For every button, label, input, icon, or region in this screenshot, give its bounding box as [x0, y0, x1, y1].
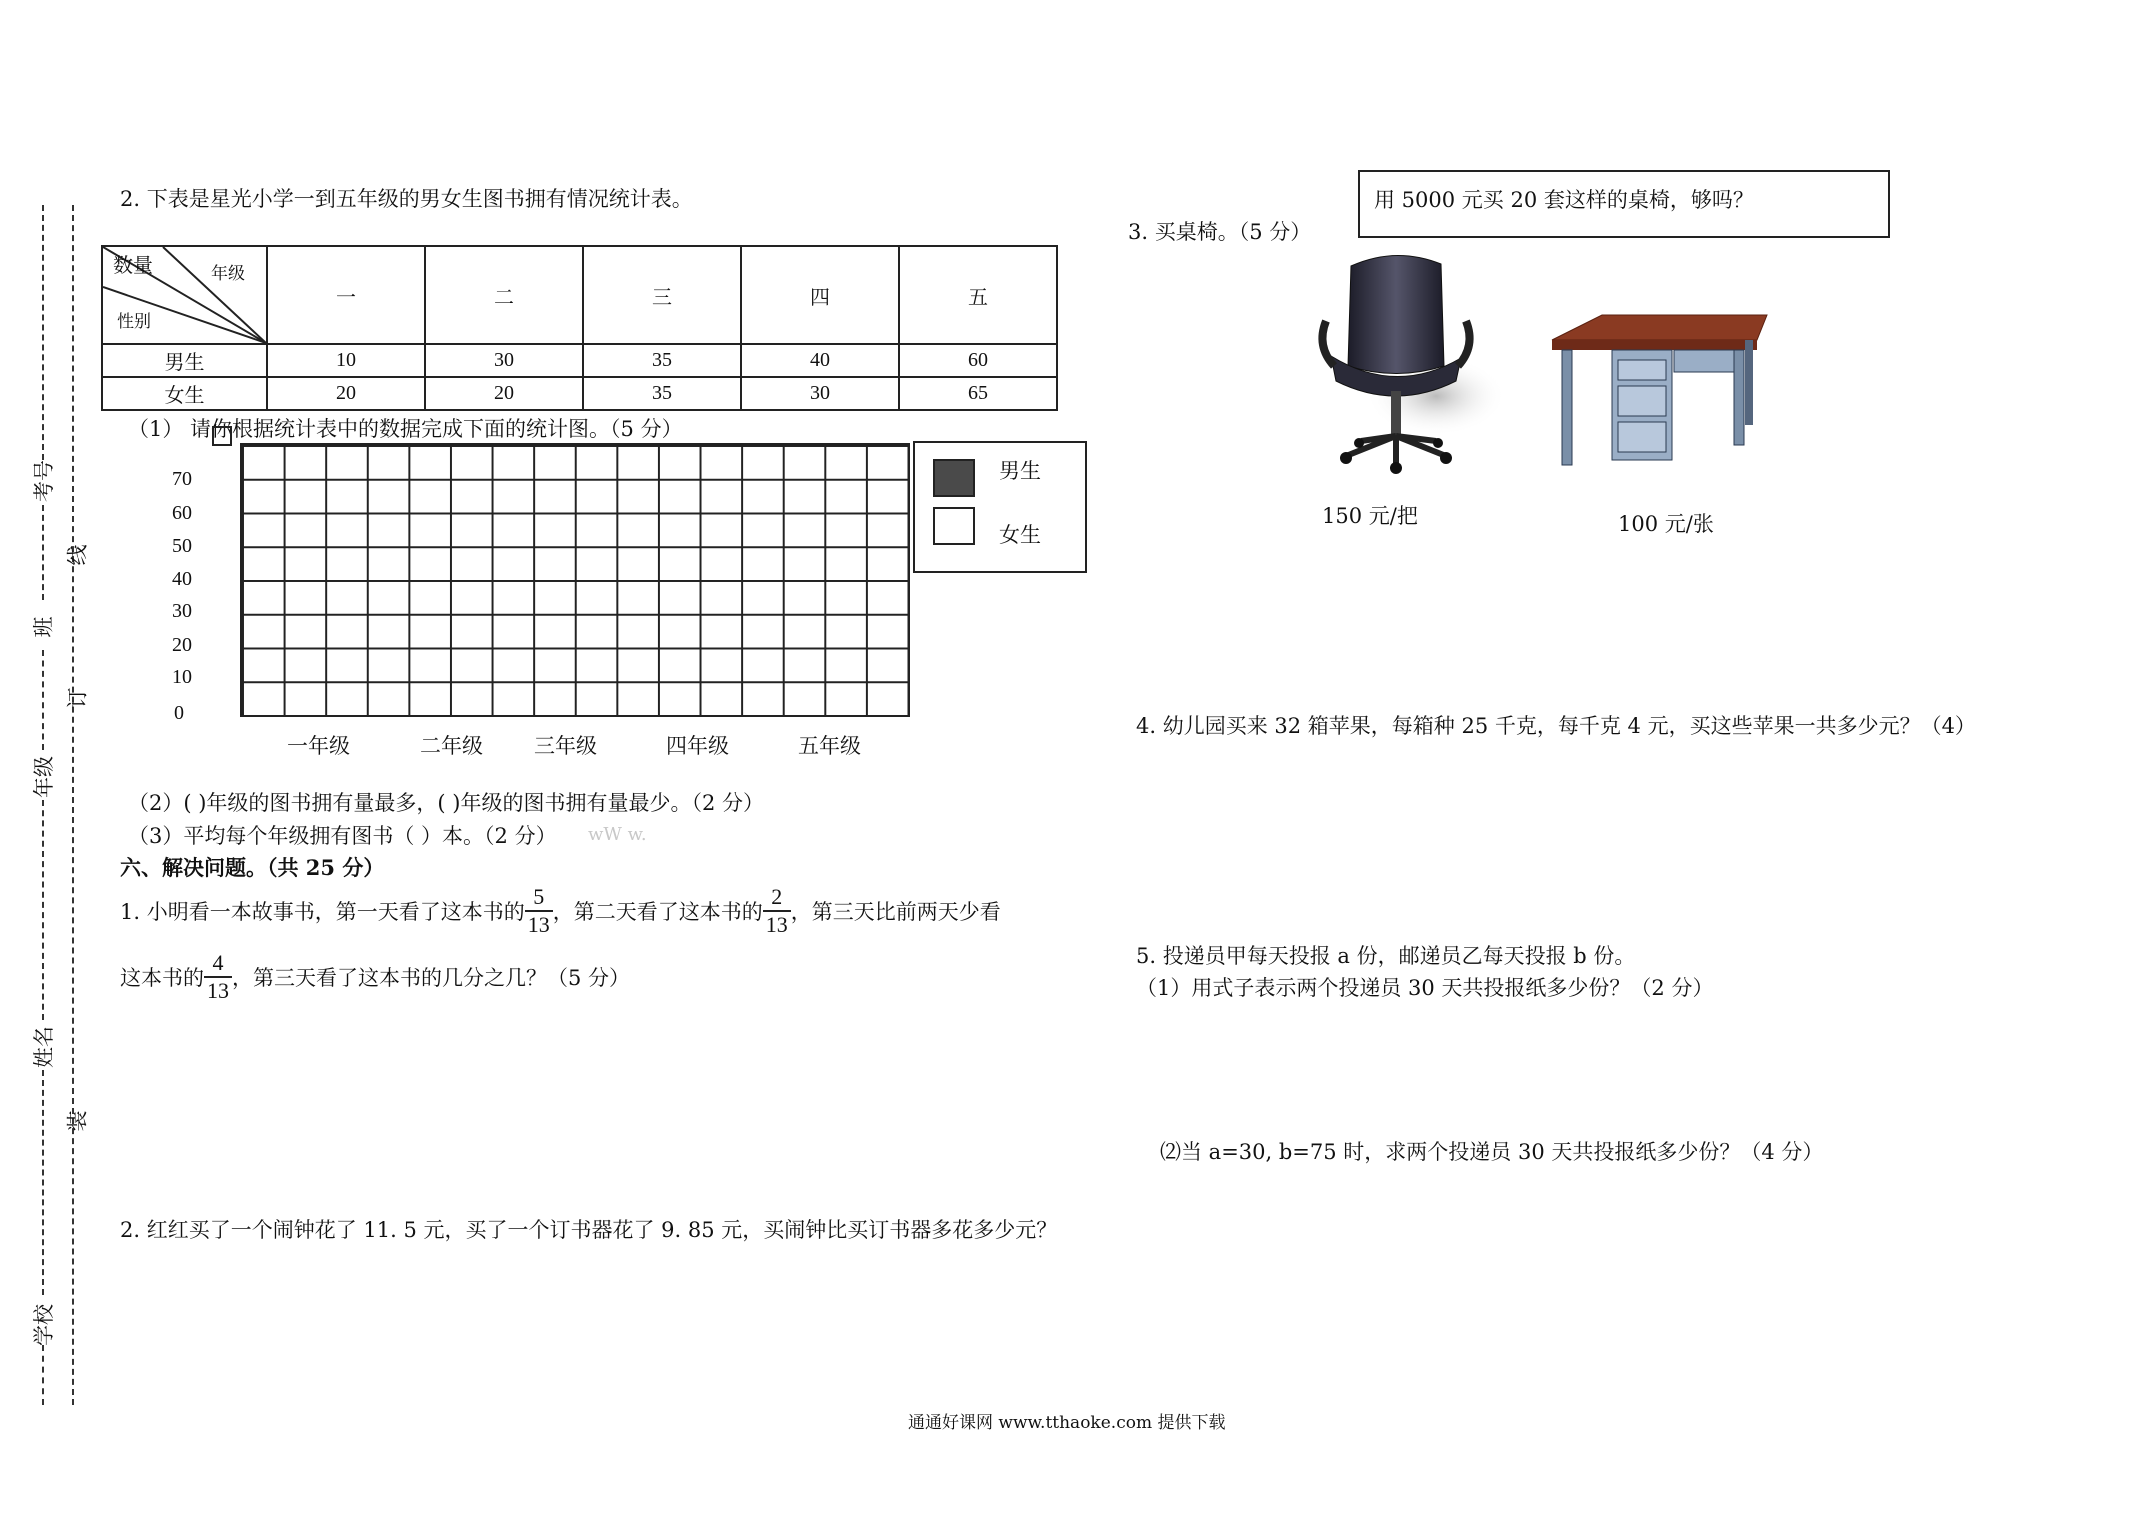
desk-price: 100 元/张: [1618, 512, 1714, 536]
x-tick-label: 五年级: [798, 734, 861, 758]
margin-dash-line-5: [42, 800, 44, 1020]
table-cell: 40: [741, 344, 899, 377]
y-tick-label: 20: [172, 634, 192, 656]
question-box-text: 用 5000 元买 20 套这样的桌椅，够吗？: [1374, 188, 1754, 212]
table-row: [102, 344, 1057, 377]
table-cell: 30: [741, 377, 899, 410]
footer-text: 通通好课网 www.tthaoke.com 提供下载: [908, 1413, 1226, 1433]
corner-gender: 性别: [117, 312, 151, 331]
table-cell: 30: [425, 344, 583, 377]
table-cell: 60: [899, 344, 1057, 377]
corner-quantity: 数量: [113, 255, 153, 277]
y-tick-label: 10: [172, 666, 192, 688]
table-cell: 10: [267, 344, 425, 377]
margin-class: 班: [31, 616, 56, 638]
q5-sub2: ⑵当 a=30, b=75 时，求两个投递员 30 天共投报纸多少份？（4 分）: [1160, 1140, 1824, 1164]
corner-grade: 年级: [211, 264, 245, 283]
fraction-2-13: [763, 884, 791, 938]
legend-male-label: 男生: [999, 459, 1041, 483]
table-corner-cell: [102, 246, 267, 344]
table-cell: 20: [425, 377, 583, 410]
q2-sub3: （3）平均每个年级拥有图书（ ）本。（2 分）: [128, 824, 557, 848]
q4-text: 4. 幼儿园买来 32 箱苹果，每箱种 25 千克，每千克 4 元，买这些苹果一共多少元？（4）: [1136, 714, 1976, 738]
x-tick-label: 一年级: [287, 734, 350, 758]
y-tick-label: 40: [172, 568, 192, 590]
grade-header: 三: [583, 246, 741, 344]
chart-legend: [913, 441, 1087, 573]
y-tick-label: 60: [172, 502, 192, 524]
margin-name: 姓名: [32, 1026, 56, 1068]
problem1-line2: [120, 950, 630, 1004]
stats-table: [101, 245, 1058, 411]
fraction-numerator: 4: [204, 950, 232, 978]
chair-price: 150 元/把: [1322, 504, 1418, 528]
table-cell: 20: [267, 377, 425, 410]
row-label: 男生: [102, 344, 267, 377]
margin-exam-no: 考号: [32, 460, 56, 502]
problem2-text: 2. 红红买了一个闹钟花了 11. 5 元，买了一个订书器花了 9. 85 元，买闹钟比买订书器多花多少元？: [120, 1218, 1058, 1242]
grade-header: 五: [899, 246, 1057, 344]
legend-female-label: 女生: [999, 523, 1041, 547]
margin-dash-line-4: [42, 650, 44, 750]
small-checkbox-mark: [212, 426, 232, 446]
faint-watermark: wW w.: [588, 824, 647, 845]
q5-text: 5. 投递员甲每天投报 a 份，邮递员乙每天投报 b 份。: [1136, 944, 1636, 968]
office-chair-image: [1296, 246, 1516, 476]
margin-dash-line-6: [42, 1070, 44, 1295]
x-tick-label: 三年级: [534, 734, 597, 758]
x-tick-label: 四年级: [666, 734, 729, 758]
grade-header: 二: [425, 246, 583, 344]
section6-title: 六、解决问题。（共 25 分）: [120, 855, 385, 880]
y-tick-label: 50: [172, 535, 192, 557]
y-tick-label: 30: [172, 600, 192, 622]
table-cell: 35: [583, 377, 741, 410]
fraction-4-13: [204, 950, 232, 1004]
fraction-numerator: 5: [525, 884, 553, 912]
problem1-line1: [120, 884, 1001, 938]
fraction-denominator: 13: [527, 912, 550, 937]
p1-text-d: 这本书的: [120, 966, 204, 990]
fraction-5-13: [525, 884, 553, 938]
q2-sub2: （2）( )年级的图书拥有量最多，( )年级的图书拥有量最少。（2 分）: [128, 791, 765, 815]
y-tick-label: 70: [172, 468, 192, 490]
p1-text-c: ，第三天比前两天少看: [790, 900, 1001, 924]
y-tick-label: 0: [174, 702, 184, 724]
chart-grid: [240, 443, 910, 717]
q2-sub1: （1） 请你根据统计表中的数据完成下面的统计图。（5 分）: [128, 417, 683, 441]
table-cell: 65: [899, 377, 1057, 410]
margin-order-mark: 订: [65, 687, 90, 709]
margin-grade: 年级: [32, 756, 56, 798]
fraction-denominator: 13: [765, 912, 788, 937]
table-cell: 35: [583, 344, 741, 377]
p1-text-b: ，第二天看了这本书的: [552, 900, 763, 924]
legend-male-swatch: [933, 459, 975, 497]
legend-female-swatch: [933, 507, 975, 545]
margin-line-mark: 线: [65, 544, 90, 566]
margin-dash-line-2: [42, 205, 44, 460]
q2-title: 2. 下表是星光小学一到五年级的男女生图书拥有情况统计表。: [120, 187, 693, 211]
margin-school: 学校: [32, 1304, 56, 1346]
q5-sub1: （1）用式子表示两个投递员 30 天共投报纸多少份？（2 分）: [1136, 976, 1714, 1000]
desk-image: [1542, 310, 1772, 480]
question-box: [1358, 170, 1890, 238]
x-tick-label: 二年级: [420, 734, 483, 758]
table-row: [102, 377, 1057, 410]
margin-dash-line-1: [72, 205, 74, 1405]
grade-header: 四: [741, 246, 899, 344]
p1-text-a: 1. 小明看一本故事书，第一天看了这本书的: [120, 900, 525, 924]
fraction-denominator: 13: [207, 978, 229, 1003]
margin-bind-mark: 装: [65, 1110, 90, 1132]
margin-dash-line-3: [42, 505, 44, 600]
p1-text-e: ，第三天看了这本书的几分之几？（5 分）: [232, 966, 631, 990]
margin-dash-line-7: [42, 1345, 44, 1405]
row-label: 女生: [102, 377, 267, 410]
fraction-numerator: 2: [763, 884, 791, 912]
q3-title: 3. 买桌椅。（5 分）: [1128, 220, 1312, 244]
grade-header: 一: [267, 246, 425, 344]
